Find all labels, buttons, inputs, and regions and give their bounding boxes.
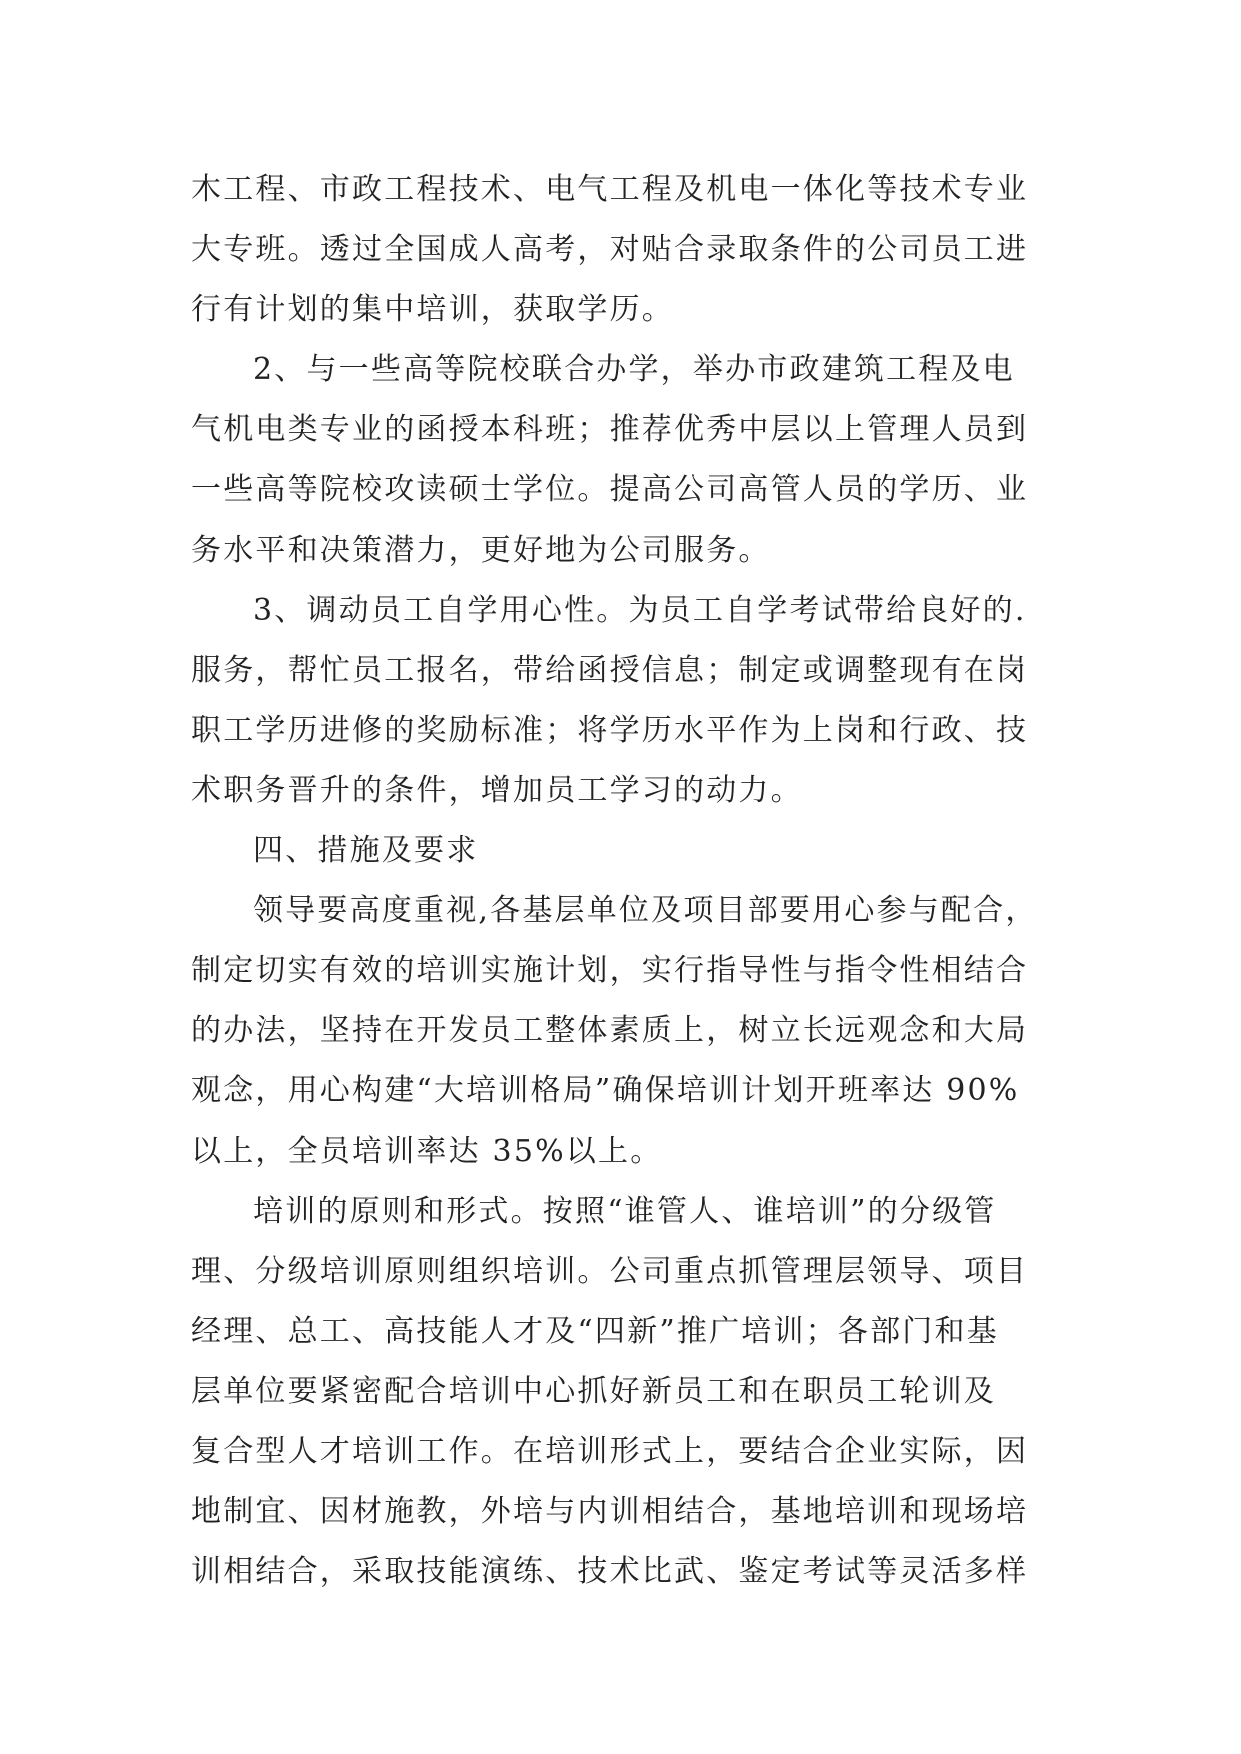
- text-line: 2、与一些高等院校联合办学，举办市政建筑工程及电: [253, 352, 1015, 388]
- text-line: 大专班。透过全国成人高考，对贴合录取条件的公司员工进: [191, 232, 1029, 268]
- document-body: [191, 160, 1051, 1602]
- text-line: 四、措施及要求: [253, 833, 479, 869]
- text-line: 术职务晋升的条件，增加员工学习的动力。: [191, 772, 803, 808]
- text-line: 木工程、市政工程技术、电气工程及机电一体化等技术专业: [191, 172, 1029, 207]
- text-line: 层单位要紧密配合培训中心抓好新员工和在职员工轮训及: [191, 1373, 996, 1409]
- text-line: 培训的原则和形式。按照“谁管人、谁培训”的分级管: [253, 1193, 997, 1229]
- text-line: 经理、总工、高技能人才及“四新”推广培训；各部门和基: [191, 1313, 999, 1349]
- text-line: 地制宜、因材施教，外培与内训相结合，基地培训和现场培: [191, 1494, 1029, 1530]
- text-line: 训相结合，采取技能演练、技术比武、鉴定考试等灵活多样: [191, 1554, 1029, 1590]
- text-line: 一些高等院校攻读硕士学位。提高公司高管人员的学历、业: [191, 472, 1029, 508]
- text-line: 制定切实有效的培训实施计划，实行指导性与指令性相结合: [191, 953, 1029, 989]
- text-line: 气机电类专业的函授本科班；推荐优秀中层以上管理人员到: [191, 412, 1029, 448]
- text-line: 领导要高度重视,各基层单位及项目部要用心参与配合，: [253, 893, 1038, 929]
- text-line: 复合型人才培训工作。在培训形式上，要结合企业实际，因: [191, 1433, 1029, 1469]
- text-line: 职工学历进修的奖励标准；将学历水平作为上岗和行政、技: [191, 712, 1029, 748]
- text-line: 以上，全员培训率达 35%以上。: [191, 1133, 663, 1169]
- text-line: 务水平和决策潜力，更好地为公司服务。: [191, 532, 771, 568]
- text-line: 服务，帮忙员工报名，带给函授信息；制定或调整现有在岗: [191, 652, 1029, 688]
- text-line: 理、分级培训原则组织培训。公司重点抓管理层领导、项目: [191, 1253, 1029, 1289]
- text-line: 观念，用心构建“大培训格局”确保培训计划开班率达 90%: [191, 1073, 1020, 1109]
- text-line: 行有计划的集中培训，获取学历。: [191, 292, 674, 328]
- text-line: 3、调动员工自学用心性。为员工自学考试带给良好的.: [253, 592, 1027, 628]
- text-line: 的办法，坚持在开发员工整体素质上，树立长远观念和大局: [191, 1013, 1029, 1049]
